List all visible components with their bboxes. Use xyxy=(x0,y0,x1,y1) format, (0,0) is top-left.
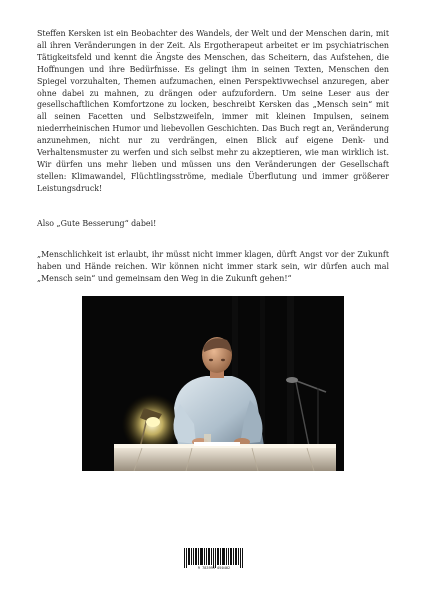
manuscript-pages xyxy=(194,442,240,446)
author-reading-illustration xyxy=(82,296,344,471)
author-quote: „Menschlichkeit ist erlaubt, ihr müsst nicht immer klagen, dürft Angst vor der Zukunft haben und Hände reichen. Wir können nicht immer stark sein, wir dürfen auch mal „Mensch sein“ und gemeinsam den Weg in die Zukunft gehen!“ xyxy=(37,250,389,283)
isbn-number: 9 783991 050402 xyxy=(197,566,231,570)
author-reading-photo xyxy=(82,296,344,471)
author-description: Steffen Kersken ist ein Beobachter des Wandels, der Welt und der Menschen darin, mit all ihren Veränderungen in der Zeit. Als Ergotherapeut arbeitet er im psychiatrischen Tätigkeitsfeld und kennt die Ängste des Menschen, das Scheitern, das Aufstehen, die Hoffnungen und ihre Bedürfnisse. Es gelingt ihm in seinen Texten, Menschen den Spiegel vorzuhalten, Themen aufzumachen, einen Perspektivwechsel anzuregen, aber ohne dabei zu mahnen, zu drängen oder aufzufordern. Um seine Leser aus der gesellschaftlichen Komfortzone zu locken, beschreibt Kersken das „Mensch sein“ mit all seinen Facetten und Selbstzweifeln, immer mit kleinen Impulsen, seinem niederrheinischen Humor und liebevollen Geschichten. Das Buch regt an, Veränderung anzunehmen, nicht nur zu verdrängen, einen Blick auf eigene Denk- und Verhaltensmuster zu werfen und sich selbst mehr zu akzeptieren, wie man wirklich ist. Wir dürfen uns mehr lieben und müssen uns den Veränderungen der Gesellschaft stellen: Klimawandel, Flüchtlingsströme, mediale Überflutung und immer größerer Leistungsdruck! xyxy=(37,29,389,193)
reading-table xyxy=(114,444,336,471)
closing-line: Also „Gute Besserung“ dabei! xyxy=(37,219,157,228)
